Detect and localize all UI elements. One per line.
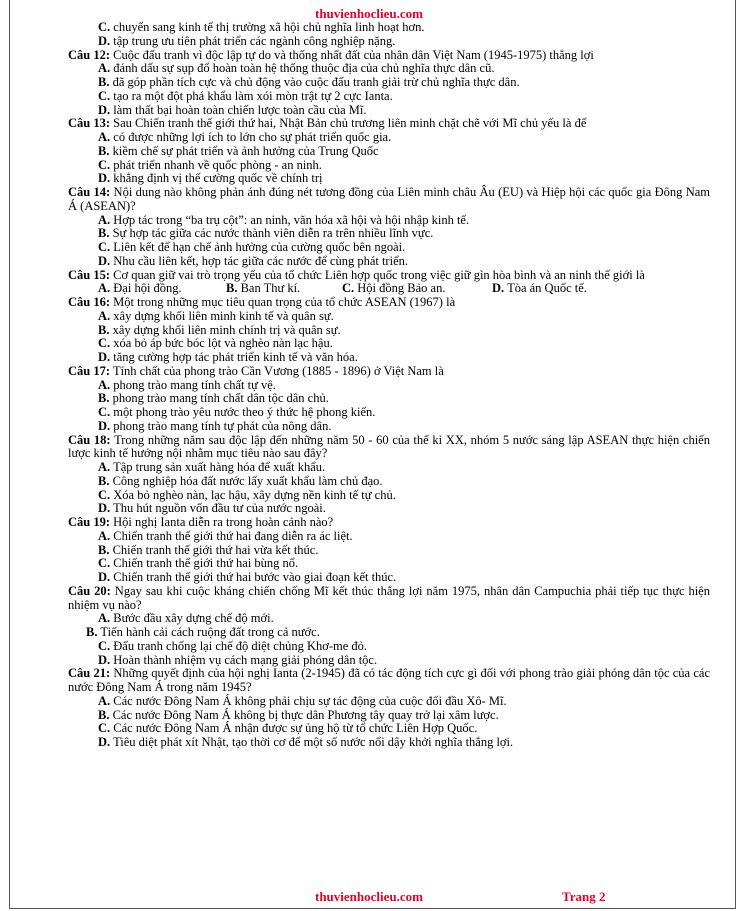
question-stem: Câu 12: Cuộc đấu tranh vì độc lập tự do và thống nhất đất của nhân dân Việt Nam (1945-1975) thắng lợi [68,47,594,62]
option-line: A. Các nước Đông Nam Á không phải chịu sự tác động của cuộc đối đầu Xô- Mĩ. [98,693,507,708]
footer-site: thuvienhoclieu.com [315,889,423,904]
option-line: C. Liên kết để hạn chế ảnh hưởng của cường quốc bên ngoài. [98,240,406,254]
option-line: A. xây dựng khối liên minh kinh tế và quân sự. [98,308,334,323]
option-line: A. Bước đầu xây dựng chế độ mới. [98,611,274,626]
option-d: D. Tòa án Quốc tế. [492,281,587,296]
option-line: D. phong trào mang tính tự phát của nông dân. [98,418,332,433]
option-line: B. Sự hợp tác giữa các nước thành viên diễn ra trên nhiều lĩnh vực. [98,226,434,241]
option-line: C. tạo ra một đột phá khẩu làm xói mòn trật tự 2 cực Ianta. [98,88,393,103]
option-line: D. tăng cường hợp tác phát triển kinh tế và văn hóa. [98,350,358,364]
option-line: C. xóa bỏ áp bức bóc lột và nghèo nàn lạc hậu. [98,336,333,351]
option-line: D. Chiến tranh thế giới thứ hai bước vào giai đoạn kết thúc. [98,570,397,584]
option-line: C. một phong trào yêu nước theo ý thức hệ phong kiến. [98,405,376,419]
option-c: C. Hội đồng Bảo an. [342,281,446,296]
option-line: A. Hợp tác trong “ba trụ cột”: an ninh, văn hóa xã hội và hội nhập kinh tế. [98,212,470,227]
document-body [68,21,710,750]
option-row [68,282,710,296]
option-line: B. kiềm chế sự phát triển và ảnh hưởng của Trung Quốc [98,143,379,158]
option-a: A. Đại hội đồng. [98,281,182,296]
option-line: B. phong trào mang tính chất dân tộc dân chủ. [98,391,329,406]
option-line: D. làm thất bại hoàn toàn chiến lược toàn cầu của Mĩ. [98,102,367,117]
option-line: D. Hoàn thành nhiệm vụ cách mạng giải phóng dân tộc. [98,652,378,667]
option-line: C. phát triển nhanh về quốc phòng - an ninh. [98,157,322,172]
option-line: C. chuyển sang kinh tế thị trường xã hội chủ nghĩa linh hoạt hơn. [98,20,425,34]
option-line: D. Thu hút nguồn vốn đầu tư của nước ngoài. [98,501,326,516]
option-line: C. Đấu tranh chống lại chế độ diệt chủng Khơ-me đỏ. [98,638,368,653]
option-line: B. xây dựng khối liên minh chính trị và quân sự. [98,322,341,337]
option-line: A. phong trào mang tính chất tự vệ. [98,377,276,392]
option-line: C. Các nước Đông Nam Á nhận được sự ủng hộ từ tổ chức Liên Hợp Quốc. [98,721,478,736]
question-stem: Câu 18: Trong những năm sau độc lập đến những năm 50 - 60 của thế kỉ XX, nhóm 5 nước sáng lập ASEAN thực hiện chiến lược kinh tế hướng nội nhằm mục tiêu nào sau đây? [68,432,710,461]
option-line: B. đã góp phần tích cực và chủ động vào cuộc đấu tranh giải trừ chủ nghĩa thực dân. [98,75,520,89]
option-line: A. Tập trung sản xuất hàng hóa để xuất khẩu. [98,460,326,474]
option-line: D. Nhu cầu liên kết, hợp tác giữa các nước để cùng phát triển. [98,253,408,268]
option-line: C. Xóa bỏ nghèo nàn, lạc hậu, xây dựng nền kinh tế tự chủ. [98,487,396,502]
option-line: D. Tiêu diệt phát xít Nhật, tạo thời cơ để một số nước nổi dậy khởi nghĩa thắng lợi. [98,735,514,749]
question-stem: Câu 15: Cơ quan giữ vai trò trọng yếu của tổ chức Liên hợp quốc trong việc giữ gìn hòa bình và an ninh thế giới là [68,267,645,282]
question-stem: Câu 14: Nội dung nào không phản ánh đúng nét tương đồng của Liên minh châu Âu (EU) và Hiệp hội các quốc gia Đông Nam Á (ASEAN)? [68,185,710,213]
option-line: A. Chiến tranh thế giới thứ hai đang diễn ra ác liệt. [98,528,353,543]
question-stem: Câu 16: Một trong những mục tiêu quan trọng của tổ chức ASEAN (1967) là [68,295,456,309]
option-b: B. Ban Thư kí. [226,281,301,296]
question-stem: Câu 19: Hội nghị Ianta diễn ra trong hoàn cảnh nào? [68,515,334,529]
option-line: B. Các nước Đông Nam Á không bị thực dân Phương tây quay trở lại xâm lược. [98,707,499,722]
option-line: A. đánh dấu sự sụp đổ hoàn toàn hệ thống thuộc địa của chủ nghĩa thực dân cũ. [98,61,495,76]
page-number: Trang 2 [562,889,606,904]
question-stem: Câu 20: Ngay sau khi cuộc kháng chiến chống Mĩ kết thúc thắng lợi năm 1975, nhân dân Campuchia phải tiếp tục thực hiện nhiệm vụ nào? [68,583,710,612]
option-line: D. khẳng định vị thế cường quốc về chính trị [98,171,323,186]
option-line: C. Chiến tranh thế giới thứ hai bùng nổ. [98,556,299,571]
option-line: B. Công nghiệp hóa đất nước lấy xuất khẩu làm chủ đạo. [98,473,383,488]
question-stem: Câu 21: Những quyết định của hội nghị Ianta (2-1945) đã có tác động tích cực gì đối với phong trào giải phóng dân tộc của các nước Đông Nam Á trong năm 1945? [68,666,710,694]
question-stem: Câu 17: Tính chất của phong trào Cần Vương (1885 - 1896) ở Việt Nam là [68,363,444,378]
option-line: B. Chiến tranh thế giới thứ hai vừa kết thúc. [98,542,319,557]
option-line: D. tập trung ưu tiên phát triển các ngành công nghiệp nặng. [98,33,396,48]
question-stem: Câu 13: Sau Chiến tranh thế giới thứ hai, Nhật Bản chủ trương liên minh chặt chẽ với Mĩ chủ yếu là để [68,116,587,131]
option-line: B. Tiến hành cải cách ruộng đất trong cả nước. [86,625,320,639]
option-line: A. có được những lợi ích to lớn cho sự phát triển quốc gia. [98,130,392,144]
header-site: thuvienhoclieu.com [315,6,423,21]
